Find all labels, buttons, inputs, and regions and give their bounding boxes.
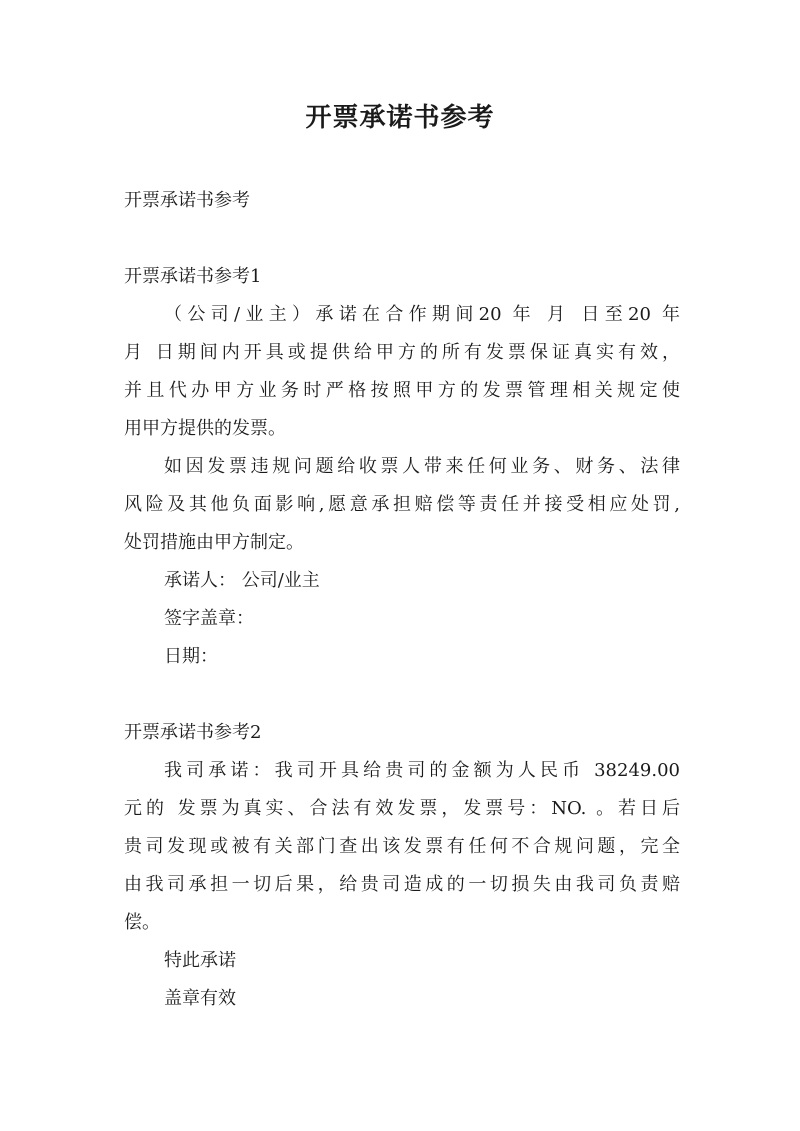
paragraph-line: 由我司承担一切后果，给贵司造成的一切损失由我司负责赔 — [124, 874, 680, 895]
closing-line-1: 特此承诺 — [164, 950, 236, 971]
paragraph-line: 处罚措施由甲方制定。 — [124, 532, 304, 553]
paragraph-line: 偿。 — [124, 912, 160, 933]
promisor-line: 承诺人： 公司/业主 — [164, 570, 320, 591]
section1-paragraph-2 — [124, 448, 680, 562]
section2-heading: 开票承诺书参考2 — [124, 722, 262, 743]
paragraph-line: 并且代办甲方业务时严格按照甲方的发票管理相关规定使 — [124, 380, 680, 401]
section2-paragraph — [124, 752, 680, 942]
section1-heading: 开票承诺书参考1 — [124, 266, 262, 287]
intro-line: 开票承诺书参考 — [124, 190, 250, 211]
paragraph-line: （公司/业主）承诺在合作期间20 年 月 日至20 年 — [164, 304, 680, 325]
date-line: 日期： — [164, 646, 218, 667]
paragraph-line: 如因发票违规问题给收票人带来任何业务、财务、法律 — [164, 456, 680, 477]
paragraph-line: 我司承诺：我司开具给贵司的金额为人民币 38249.00 — [164, 760, 680, 781]
paragraph-line: 贵司发现或被有关部门查出该发票有任何不合规问题，完全 — [124, 836, 680, 857]
document-body — [124, 182, 680, 1018]
spacer — [124, 676, 680, 714]
document-title: 开票承诺书参考 — [305, 103, 495, 133]
paragraph-line: 用甲方提供的发票。 — [124, 418, 286, 439]
paragraph-line: 风险及其他负面影响,愿意承担赔偿等责任并接受相应处罚, — [124, 494, 680, 515]
paragraph-line: 元的 发票为真实、合法有效发票，发票号：NO. 。若日后 — [124, 798, 680, 819]
paragraph-line: 月 日期间内开具或提供给甲方的所有发票保证真实有效， — [124, 342, 680, 363]
spacer — [124, 220, 680, 258]
section1-paragraph-1 — [124, 296, 680, 448]
closing-line-2: 盖章有效 — [164, 988, 236, 1009]
signature-line: 签字盖章： — [164, 608, 254, 629]
